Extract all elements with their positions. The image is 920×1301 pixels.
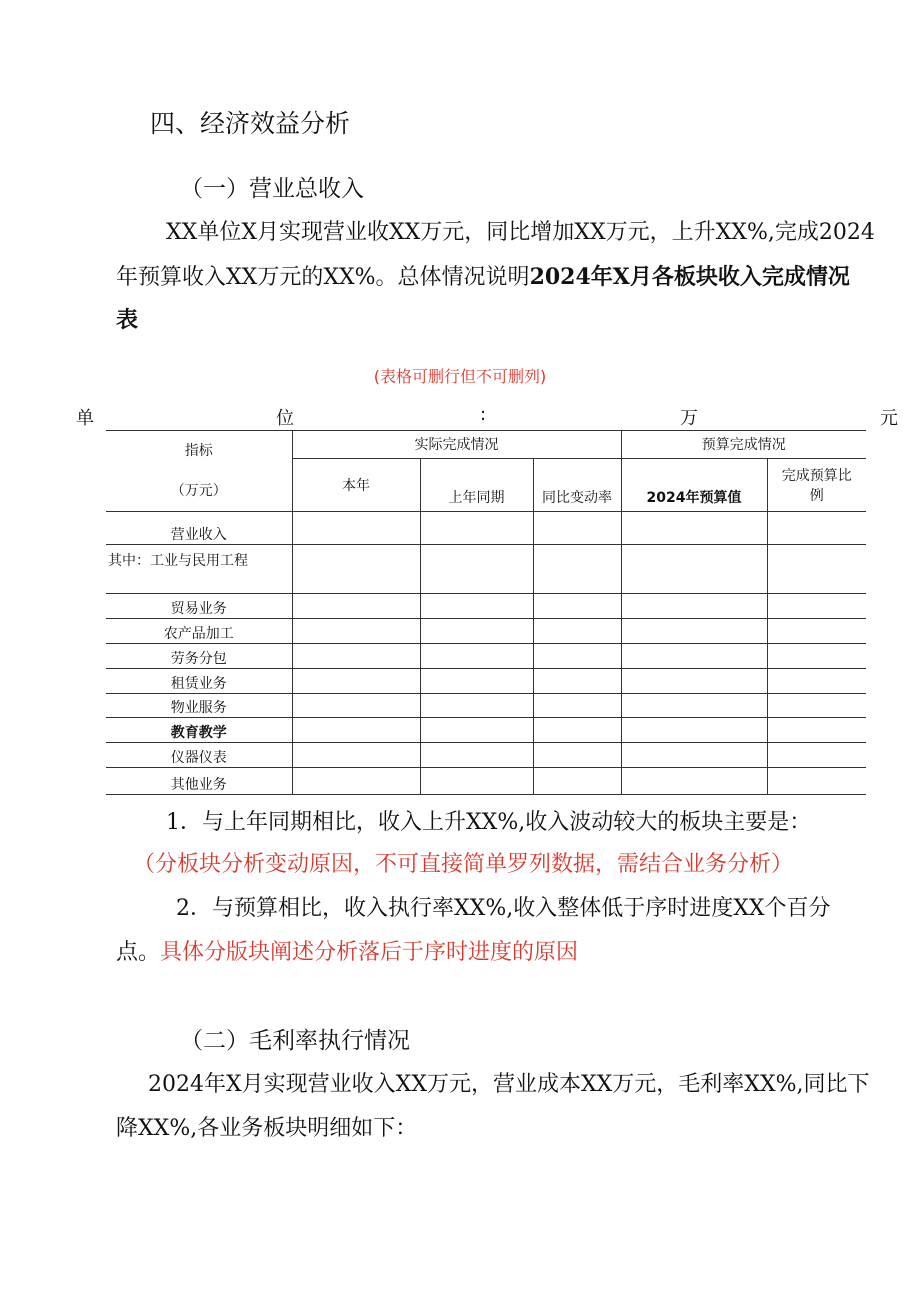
table-row xyxy=(106,718,866,743)
header-budget-value: 2024年预算值 xyxy=(621,458,767,511)
point2-text: 点。 xyxy=(116,940,161,965)
row-label: 仪器仪表 xyxy=(106,743,292,768)
header-indicator xyxy=(106,431,292,512)
unit-char-4: 万 xyxy=(680,408,698,429)
section-title: 四、经济效益分析 xyxy=(150,109,351,138)
table-caption-end: 表 xyxy=(116,307,139,333)
subsection-title-gross-margin: （二）毛利率执行情况 xyxy=(180,1028,410,1054)
table-row xyxy=(106,743,866,768)
unit-char-2: 位 xyxy=(276,408,294,429)
row-label: 贸易业务 xyxy=(106,594,292,619)
paragraph-margin-line2: 降XX%,各业务板块明细如下： xyxy=(116,1116,418,1141)
unit-char-3: : xyxy=(480,404,487,425)
table-row xyxy=(106,669,866,694)
unit-char-1: 单 xyxy=(76,408,94,429)
table-row xyxy=(106,545,866,594)
row-label: 营业收入 xyxy=(106,512,292,545)
table-row xyxy=(106,694,866,718)
table-row xyxy=(106,768,866,795)
header-budget-ratio-line1: 完成预算比 xyxy=(781,467,852,484)
point2-line1: 2．与预算相比，收入执行率XX%,收入整体低于序时进度XX个百分 xyxy=(176,896,831,921)
point2-note: 具体分版块阐述分析落后于序时进度的原因 xyxy=(160,940,579,965)
point1-text: 1．与上年同期相比，收入上升XX%,收入波动较大的板块主要是： xyxy=(166,810,812,835)
table-caption: 2024年X月各板块收入完成情况 xyxy=(529,264,850,290)
paragraph-revenue-text: 年预算收入XX万元的XX%。总体情况说明 xyxy=(116,265,530,290)
table-row xyxy=(106,594,866,619)
paragraph-revenue-line2 xyxy=(116,255,850,300)
subsection-title-revenue: （一）营业总收入 xyxy=(180,176,364,202)
row-label: 劳务分包 xyxy=(106,644,292,669)
header-indicator-unit: （万元） xyxy=(170,483,227,499)
row-label: 教育教学 xyxy=(106,718,292,743)
header-yoy-change: 同比变动率 xyxy=(533,458,621,511)
header-last-year: 上年同期 xyxy=(420,458,533,511)
row-label: 其中：工业与民用工程 xyxy=(106,545,292,594)
row-label: 租赁业务 xyxy=(106,669,292,694)
point1-note: （分板块分析变动原因，不可直接简单罗列数据，需结合业务分析） xyxy=(133,852,794,877)
header-indicator-label: 指标 xyxy=(184,443,213,459)
row-label: 其他业务 xyxy=(106,768,292,795)
row-label: 农产品加工 xyxy=(106,619,292,644)
paragraph-revenue-line1: XX单位X月实现营业收XX万元，同比增加XX万元，上升XX%,完成2024 xyxy=(166,220,875,245)
table-note: (表格可删行但不可删列) xyxy=(373,367,547,386)
header-actual-group: 实际完成情况 xyxy=(292,431,621,459)
table-row xyxy=(106,644,866,669)
revenue-table xyxy=(106,430,866,795)
row-label: 物业服务 xyxy=(106,694,292,718)
unit-char-5: 元 xyxy=(880,408,898,429)
header-current-year: 本年 xyxy=(292,458,420,511)
point2-line2 xyxy=(116,930,578,975)
header-budget-ratio-line2: 例 xyxy=(809,487,824,504)
paragraph-margin-line1: 2024年X月实现营业收入XX万元，营业成本XX万元，毛利率XX%,同比下 xyxy=(148,1072,870,1097)
header-budget-group: 预算完成情况 xyxy=(621,431,866,459)
table-row xyxy=(106,619,866,644)
header-budget-ratio xyxy=(767,458,866,511)
table-row xyxy=(106,512,866,545)
